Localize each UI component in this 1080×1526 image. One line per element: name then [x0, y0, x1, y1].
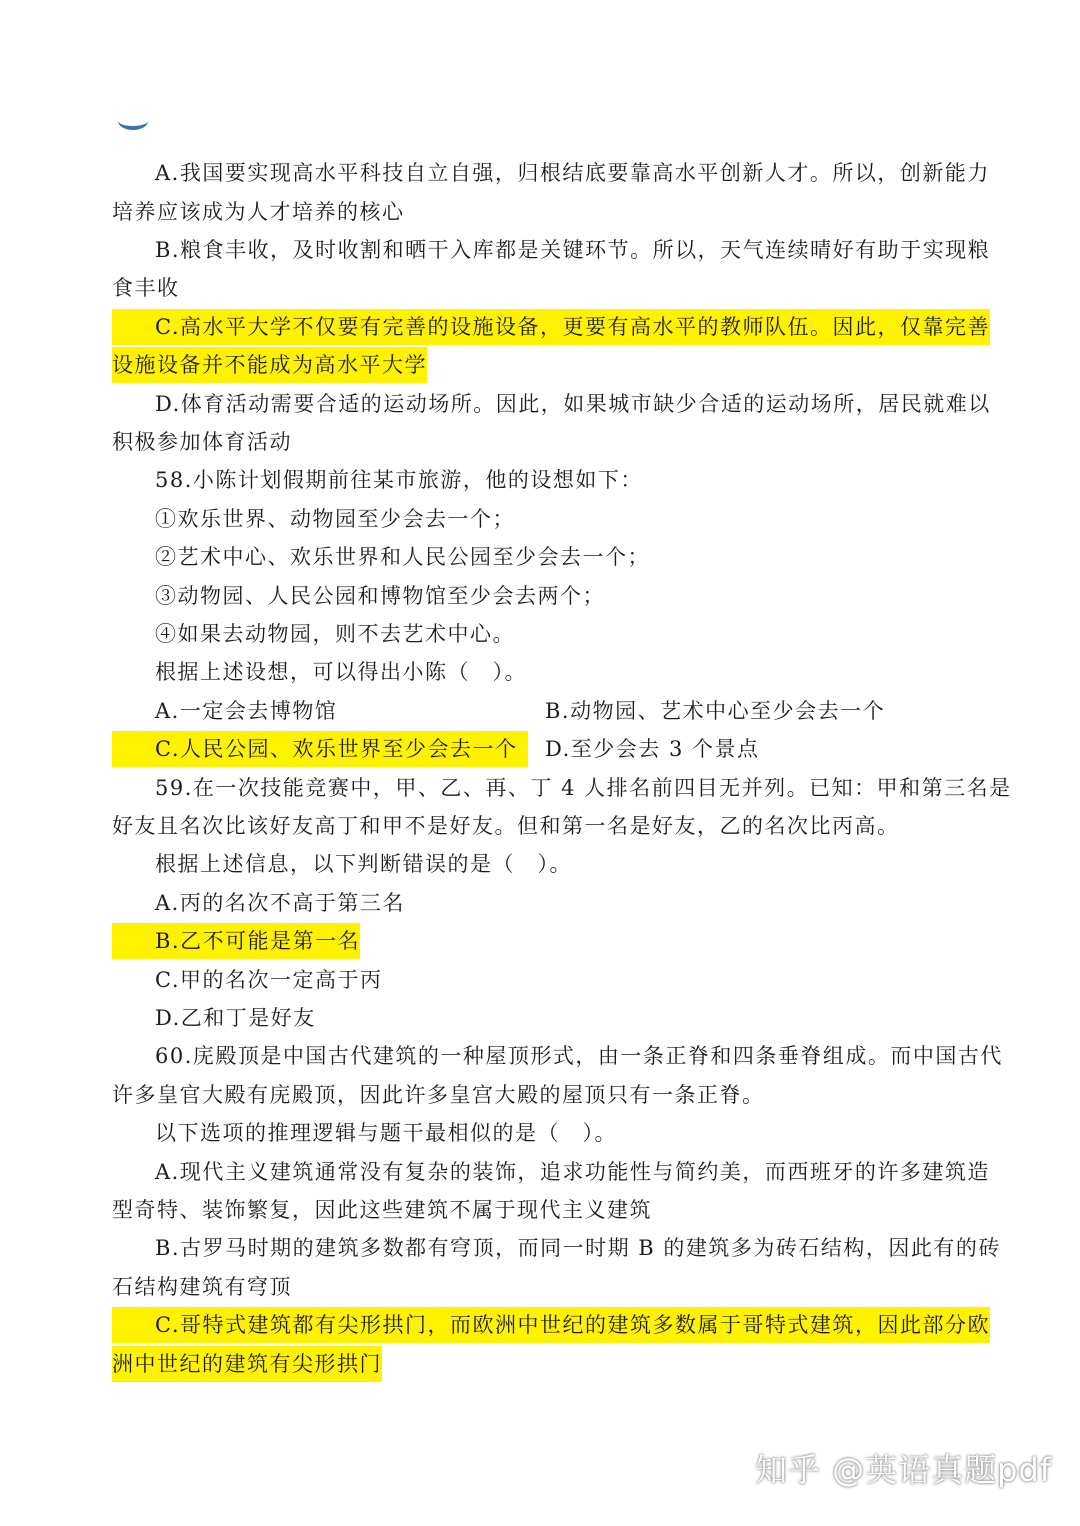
q58-condition-3: ③动物园、人民公园和博物馆至少会去两个；	[155, 584, 605, 608]
q57-option-d-line2: 积极参加体育活动	[112, 430, 292, 454]
answer-highlight: C.哥特式建筑都有尖形拱门，而欧洲中世纪的建筑多数属于哥特式建筑，因此部分欧	[112, 1307, 990, 1343]
q60-option-c-line1	[0, 1307, 1080, 1343]
q59-option-a: A.丙的名次不高于第三名	[155, 891, 405, 915]
q60-stem-line1: 60.庑殿顶是中国古代建筑的一种屋顶形式，由一条正脊和四条垂脊组成。而中国古代	[155, 1044, 1003, 1068]
q60-stem-line2: 许多皇官大殿有庑殿顶，因此许多皇宫大殿的屋顶只有一条正脊。	[112, 1083, 765, 1107]
q58-condition-4: ④如果去动物园，则不去艺术中心。	[155, 622, 515, 646]
q60-option-b-line1: B.古罗马时期的建筑多数都有穹顶，而同一时期 B 的建筑多为砖石结构，因此有的砖	[155, 1236, 1001, 1260]
q57-option-d-line1: D.体育活动需要合适的运动场所。因此，如果城市缺少合适的运动场所，居民就难以	[155, 392, 991, 416]
q59-stem-line2: 好友且名次比该好友高丁和甲不是好友。但和第一名是好友，乙的名次比丙高。	[112, 814, 900, 838]
q59-stem-line1: 59.在一次技能竞赛中，甲、乙、再、丁 4 人排名前四目无并列。已知：甲和第三名是	[155, 776, 1012, 800]
answer-highlight: C.高水平大学不仅要有完善的设施设备，更要有高水平的教师队伍。因此，仅靠完善	[112, 309, 990, 345]
q60-question: 以下选项的推理逻辑与题干最相似的是（ ）。	[155, 1121, 617, 1145]
q57-option-b-line1: B.粮食丰收，及时收割和晒干入库都是关键环节。所以，天气连续晴好有助于实现粮	[155, 238, 991, 262]
watermark-text: 知乎 @英语真题pdf	[754, 1451, 1052, 1489]
q57-option-a-line2: 培养应该成为人才培养的核心	[112, 200, 405, 224]
q57-option-c-line1	[0, 309, 1080, 345]
q57-option-c-line2	[0, 347, 1080, 383]
q58-option-a: A.一定会去博物馆	[155, 699, 338, 723]
q58-question: 根据上述设想，可以得出小陈（ ）。	[155, 660, 527, 684]
q57-option-a-line1: A.我国要实现高水平科技自立自强，归根结底要靠高水平创新人才。所以，创新能力	[155, 161, 990, 185]
q58-option-c: C.人民公园、欢乐世界至少会去一个	[112, 731, 528, 767]
q58-option-b: B.动物园、艺术中心至少会去一个	[545, 699, 886, 723]
q58-condition-1: ①欢乐世界、动物园至少会去一个；	[155, 507, 515, 531]
q58-options-row-2	[0, 731, 1080, 767]
q58-stem: 58.小陈计划假期前往某市旅游，他的设想如下：	[155, 468, 643, 492]
q58-option-d: D.至少会去 3 个景点	[545, 737, 760, 761]
page-corner-mark	[118, 112, 148, 130]
q59-option-c: C.甲的名次一定高于丙	[155, 968, 383, 992]
answer-highlight: B.乙不可能是第一名	[112, 923, 360, 959]
q60-option-b-line2: 石结构建筑有穹顶	[112, 1275, 292, 1299]
q60-option-c-line2	[0, 1346, 1080, 1382]
q57-option-b-line2: 食丰收	[112, 276, 180, 300]
q60-option-a-line2: 型奇特、装饰繁复，因此这些建筑不属于现代主义建筑	[112, 1198, 652, 1222]
q59-option-d: D.乙和丁是好友	[155, 1006, 316, 1030]
q58-condition-2: ②艺术中心、欢乐世界和人民公园至少会去一个；	[155, 545, 650, 569]
q59-question: 根据上述信息，以下判断错误的是（ ）。	[155, 852, 572, 876]
answer-highlight: 洲中世纪的建筑有尖形拱门	[112, 1346, 382, 1382]
q60-option-a-line1: A.现代主义建筑通常没有复杂的装饰，追求功能性与简约美，而西班牙的许多建筑造	[155, 1160, 990, 1184]
answer-highlight: 设施设备并不能成为高水平大学	[112, 347, 427, 383]
q59-option-b	[0, 923, 1080, 959]
q58-options-row-1	[0, 693, 1080, 729]
